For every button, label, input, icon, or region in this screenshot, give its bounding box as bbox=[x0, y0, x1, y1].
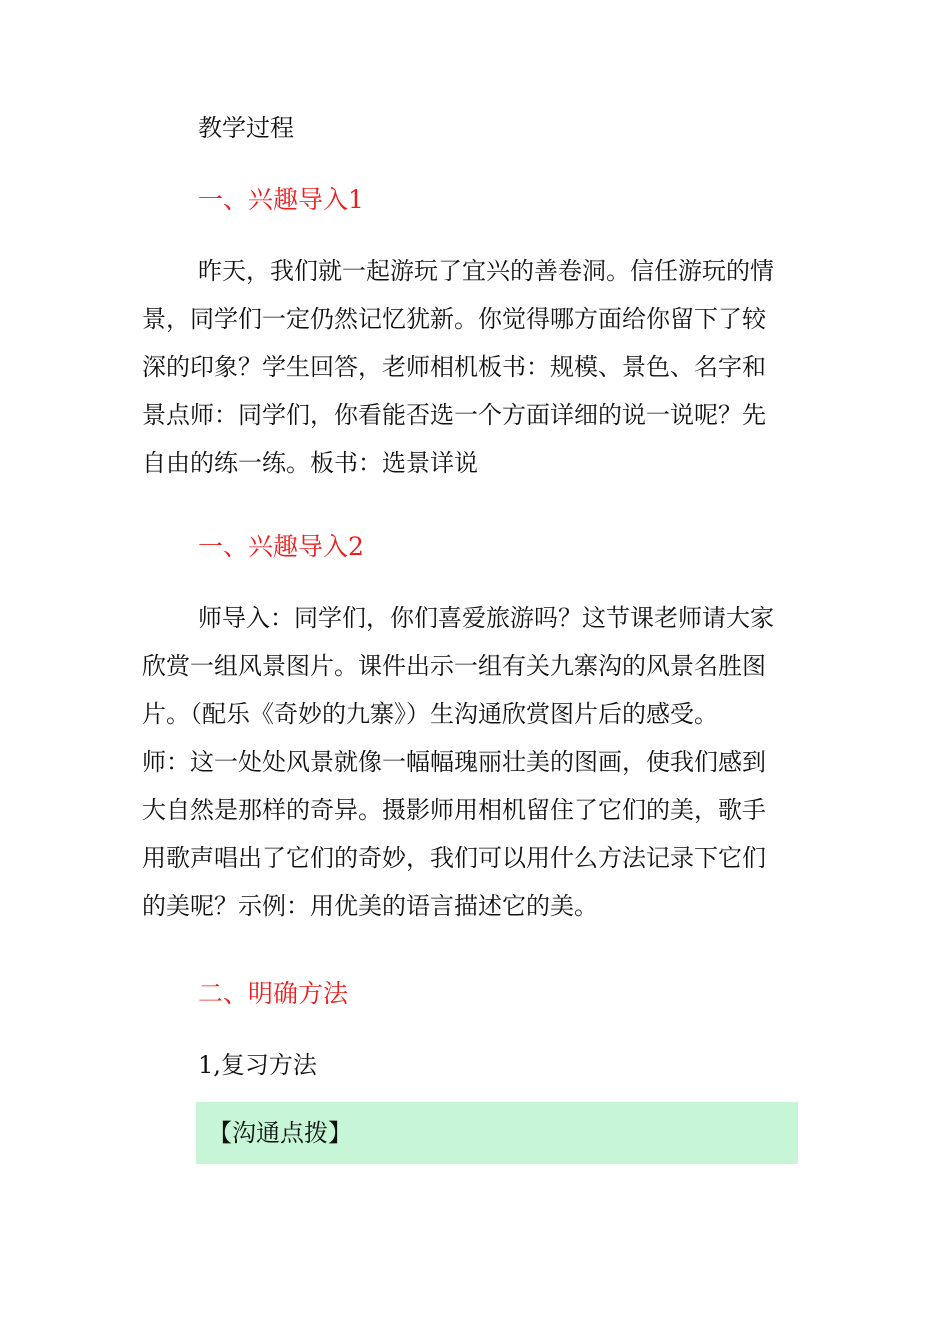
doc-title: 教学过程 bbox=[198, 114, 294, 142]
paragraph-line: 景点师：同学们，你看能否选一个方面详细的说一说呢？先 bbox=[142, 401, 766, 429]
paragraph-line: 师：这一处处风景就像一幅幅瑰丽壮美的图画，使我们感到 bbox=[142, 748, 766, 776]
paragraph-line: 师导入：同学们，你们喜爱旅游吗？这节课老师请大家 bbox=[198, 604, 774, 632]
callout-box bbox=[196, 1102, 798, 1164]
callout-label: 【沟通点拨】 bbox=[208, 1119, 352, 1147]
section-heading-1: 一、兴趣导入1 bbox=[198, 185, 364, 214]
paragraph-line: 深的印象？学生回答，老师相机板书：规模、景色、名字和 bbox=[142, 353, 766, 381]
paragraph-line: 景，同学们一定仍然记忆犹新。你觉得哪方面给你留下了较 bbox=[142, 305, 766, 333]
subheading: 1,复习方法 bbox=[198, 1051, 317, 1079]
paragraph-line: 用歌声唱出了它们的奇妙，我们可以用什么方法记录下它们 bbox=[142, 844, 766, 872]
section-heading-3: 二、明确方法 bbox=[198, 979, 349, 1008]
paragraph-line: 的美呢？示例：用优美的语言描述它的美。 bbox=[142, 892, 598, 920]
paragraph-line: 昨天，我们就一起游玩了宜兴的善卷洞。信任游玩的情 bbox=[198, 257, 774, 285]
paragraph-line: 大自然是那样的奇异。摄影师用相机留住了它们的美，歌手 bbox=[142, 796, 766, 824]
paragraph-line: 自由的练一练。板书：选景详说 bbox=[142, 449, 478, 477]
paragraph-1 bbox=[142, 247, 798, 487]
paragraph-2 bbox=[142, 594, 798, 930]
section-heading-2: 一、兴趣导入2 bbox=[198, 532, 364, 561]
paragraph-line: 片。（配乐《奇妙的九寨》）生沟通欣赏图片后的感受。 bbox=[142, 700, 718, 728]
paragraph-line: 欣赏一组风景图片。课件出示一组有关九寨沟的风景名胜图 bbox=[142, 652, 766, 680]
